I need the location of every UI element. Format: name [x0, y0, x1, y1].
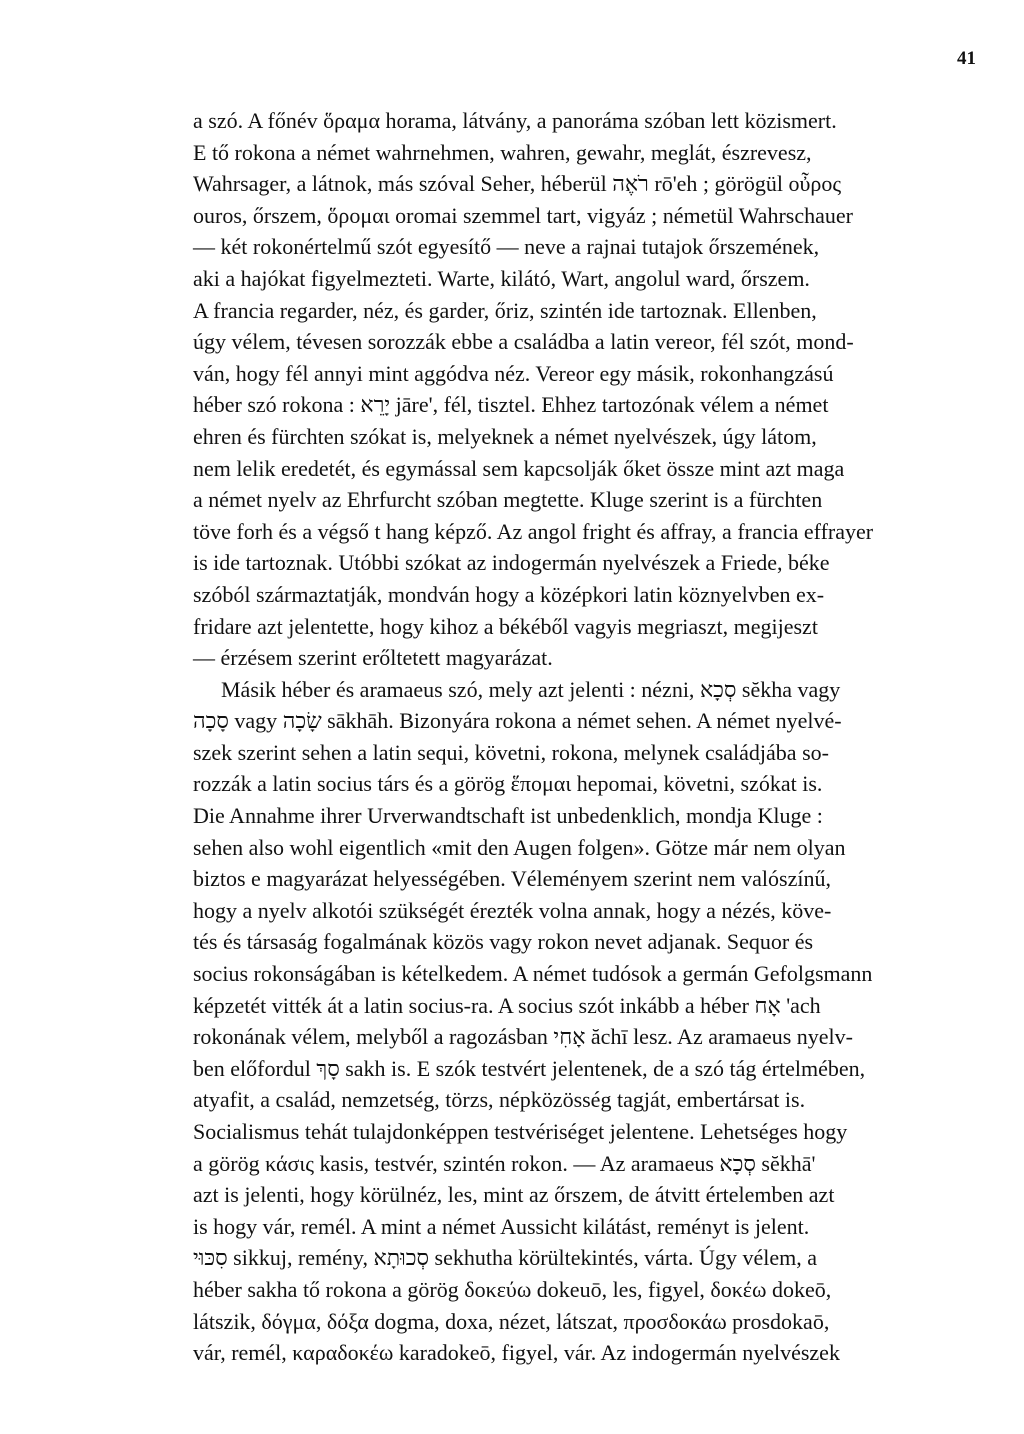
text-line: hogy a nyelv alkotói szükségét érezték volna annak, hogy a nézés, köve- [193, 897, 832, 923]
text-line: sehen also wohl eigentlich «mit den Augen folgen». Götze már nem olyan [193, 834, 846, 860]
text-line: atyafit, a család, nemzetség, törzs, népközösség tagját, embertársat is. [193, 1087, 806, 1113]
text-line: — két rokonértelmű szót egyesítő — neve a rajnai tutajok őrszemének, [193, 234, 820, 260]
text-line: a német nyelv az Ehrfurcht szóban megtette. Kluge szerint is a fürchten [193, 487, 823, 513]
text-line: a szó. A főnév ὅραμα horama, látvány, a panoráma szóban lett közismert. [193, 108, 837, 133]
text-line: סָכָה vagy שָׂכָה sākhāh. Bizonyára rokona a német sehen. A német nyelvé- [193, 708, 842, 734]
text-line: látszik, δόγμα, δόξα dogma, doxa, nézet, látszat, προσδοκάω prosdokaō, [193, 1308, 830, 1334]
text-line: ván, hogy fél annyi mint aggódva néz. Vereor egy másik, rokonhangzású [193, 360, 834, 386]
text-line: töve forh és a végső t hang képző. Az angol fright és affray, a francia effrayer [193, 518, 874, 544]
text-line: ouros, őrszem, ὅρομαι oromai szemmel tart, vigyáz ; németül Wahrschauer [193, 202, 853, 228]
text-line: úgy vélem, tévesen sorozzák ebbe a családba a latin vereor, fél szót, mond- [193, 329, 854, 355]
text-line: fridare azt jelentette, hogy kihoz a békéből vagyis megriaszt, megijeszt [193, 613, 818, 639]
text-line: A francia regarder, néz, és garder, őriz, szintén ide tartoznak. Ellenben, [193, 297, 817, 323]
text-line: Socialismus tehát tulajdonképpen testvériséget jelentene. Lehetséges hogy [193, 1119, 848, 1144]
text-line: biztos e magyarázat helyességében. Véleményem szerint nem valószínű, [193, 866, 831, 892]
text-line: socius rokonságában is kételkedem. A német tudósok a germán Gefolgsmann [193, 961, 873, 987]
text-line: tés és társaság fogalmának közös vagy rokon nevet adjanak. Sequor és [193, 929, 814, 955]
text-line: szóból származtatják, mondván hogy a középkori latin köznyelvben ex- [193, 581, 825, 607]
text-line: képzetét vitték át a latin socius-ra. A socius szót inkább a héber אָח 'ach [193, 992, 821, 1018]
text-line: nem lelik eredetét, és egymással sem kapcsolják őket össze mint azt maga [193, 455, 845, 481]
text-line: vár, remél, καραδοκέω karadokeō, figyel, vár. Az indogermán nyelvészek [193, 1340, 840, 1366]
body-text [193, 105, 983, 1369]
text-line: aki a hajókat figyelmezteti. Warte, kilátó, Wart, angolul ward, őrszem. [193, 265, 810, 291]
text-line: a görög κάσις kasis, testvér, szintén rokon. — Az aramaeus סְכָא sĕkhā' [193, 1150, 816, 1176]
text-line: Másik héber és aramaeus szó, mely azt jelenti : nézni, סְכָא sĕkha vagy [221, 676, 841, 702]
text-line: ehren és fürchten szókat is, melyeknek a német nyelvészek, úgy látom, [193, 423, 817, 449]
page-number: 41 [957, 48, 976, 69]
text-line: ben előfordul סָךְ sakh is. E szók testvért jelentenek, de a szó tág értelmében, [193, 1055, 866, 1081]
text-line: héber szó rokona : יָרֵא jāre', fél, tisztel. Ehhez tartozónak vélem a német [193, 392, 829, 418]
text-line: is hogy vár, remél. A mint a német Aussicht kilátást, reményt is jelent. [193, 1213, 810, 1239]
text-line: rozzák a latin socius társ és a görög ἕπομαι hepomai, követni, szókat is. [193, 771, 823, 797]
text-line: is ide tartoznak. Utóbbi szókat az indogermán nyelvészek a Friede, béke [193, 550, 830, 576]
text-line: E tő rokona a német wahrnehmen, wahren, gewahr, meglát, észrevesz, [193, 139, 812, 165]
text-line: Wahrsager, a látnok, más szóval Seher, héberül רֹאֶה rō'eh ; görögül οὖρος [193, 171, 842, 197]
text-line: szek szerint sehen a latin sequi, követni, rokona, melynek családjába so- [193, 739, 829, 765]
paragraph [193, 674, 983, 1369]
paragraph [193, 105, 983, 674]
text-line: — érzésem szerint erőltetett magyarázat. [193, 645, 553, 671]
text-line: azt is jelenti, hogy körülnéz, les, mint az őrszem, de átvitt értelemben azt [193, 1182, 835, 1208]
text-line: Die Annahme ihrer Urverwandtschaft ist unbedenklich, mondja Kluge : [193, 803, 823, 829]
text-line: héber sakha tő rokona a görög δοκεύω dokeuō, les, figyel, δοκέω dokeō, [193, 1276, 832, 1302]
text-line: rokonának vélem, melyből a ragozásban אָחִי ăchī lesz. Az aramaeus nyelv- [193, 1024, 853, 1050]
text-line: סִכּוּי sikkuj, remény, סְכוּתָא sekhutha körültekintés, várta. Úgy vélem, a [193, 1245, 817, 1271]
